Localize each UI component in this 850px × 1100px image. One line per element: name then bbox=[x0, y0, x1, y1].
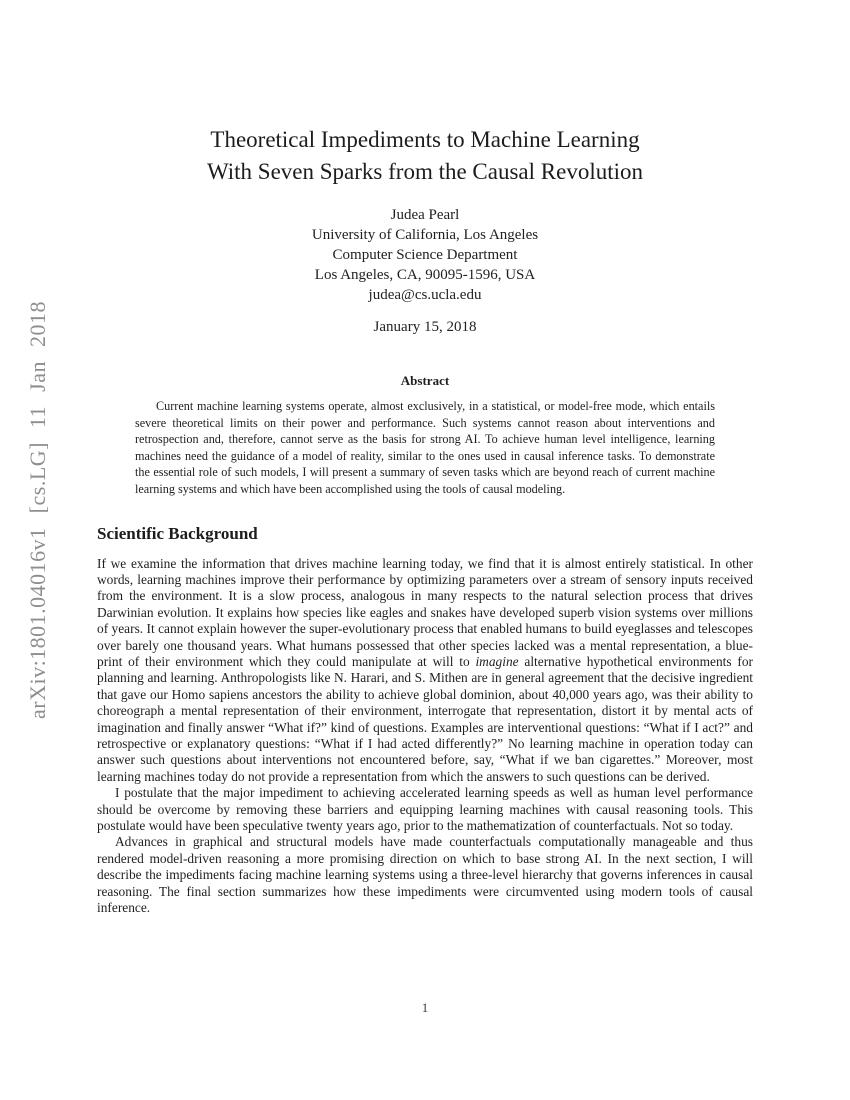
section-heading-scientific-background: Scientific Background bbox=[97, 523, 258, 543]
paragraph-1-segment-1: If we examine the information that drives machine learning today, we find that it is almost entirely statistical. In other words, learning machines improve their performance by optimizing parameters over a stream of sensory inputs received from the environment. It is a slow process, analogous in many respects to the natural selection process that drives Darwinian evolution. It explains how species like eagles and snakes have developed superb vision systems over millions of years. It cannot explain however the super-evolutionary process that enabled humans to build eyeglasses and telescopes over barely one thousand years. What humans possessed that other species lacked was a mental representation, a blue-print of their environment which they could manipulate at will to bbox=[97, 555, 753, 669]
author-affiliation-university: University of California, Los Angeles bbox=[311, 227, 539, 243]
page-number: 1 bbox=[421, 1000, 429, 1015]
body-paragraph-3: Advances in graphical and structural models have made counterfactuals computationally manageable and thus rendered model-driven reasoning a more promising direction on which to base strong AI. In the next section, I will describe the impediments facing machine learning systems using a three-level hierarchy that governs inferences in causal reasoning. The final section summarizes how these impediments were circumvented using modern tools of causal inference. bbox=[97, 834, 753, 916]
author-block bbox=[97, 205, 753, 305]
abstract-text: Current machine learning systems operate, almost exclusively, in a statistical, or model-free mode, which entails severe theoretical limits on their power and performance. Such systems cannot reason about interventions and retrospection and, therefore, cannot serve as the basis for strong AI. To achieve human level intelligence, learning machines need the guidance of a model of reality, similar to the ones used in causal inference tasks. To demonstrate the essential role of such models, I will present a summary of seven tasks which are beyond reach of current machine learning systems and which have been accomplished using the tools of causal modeling. bbox=[135, 399, 715, 496]
paper-title bbox=[97, 124, 753, 188]
author-email: judea@cs.ucla.edu bbox=[368, 287, 482, 303]
author-affiliation-department: Computer Science Department bbox=[332, 247, 518, 263]
publication-date: January 15, 2018 bbox=[373, 319, 477, 335]
abstract-heading: Abstract bbox=[400, 373, 450, 388]
author-name: Judea Pearl bbox=[390, 207, 460, 223]
body-paragraph-1 bbox=[97, 556, 753, 786]
paragraph-1-italic-word: imagine bbox=[475, 654, 519, 669]
arxiv-watermark: arXiv:1801.04016v1 [cs.LG] 11 Jan 2018 bbox=[25, 300, 50, 720]
body-paragraph-2: I postulate that the major impediment to achieving accelerated learning speeds as well as human level performance should be overcome by removing these barriers and equipping learning machines with causal reasoning tools. This postulate would have been speculative twenty years ago, prior to the mathematization of counterfactuals. Not so today. bbox=[97, 785, 753, 834]
paper-content bbox=[97, 0, 753, 917]
paragraph-1-segment-2: alternative hypothetical environments for planning and learning. Anthropologists like N. Harari, and S. Mithen are in general agreement that the decisive ingredient that gave our Homo sapiens ancestors the ability to achieve global dominion, about 40,000 years ago, was their ability to choreograph a mental representation of their environment, interrogate that representation, distort it by mental acts of imagination and finally answer “What if?” kind of questions. Examples are interventional questions: “What if I act?” and retrospective or explanatory questions: “What if I had acted differently?” No learning machine in operation today can answer such questions about interventions not encountered before, say, “What if we ban cigarettes.” Moreover, most learning machines today do not provide a representation from which the answers to such questions can be derived. bbox=[97, 654, 754, 784]
paper-title-line1: Theoretical Impediments to Machine Learning bbox=[210, 127, 640, 152]
paper-title-line2: With Seven Sparks from the Causal Revolution bbox=[206, 159, 643, 184]
author-address: Los Angeles, CA, 90095-1596, USA bbox=[314, 267, 536, 283]
